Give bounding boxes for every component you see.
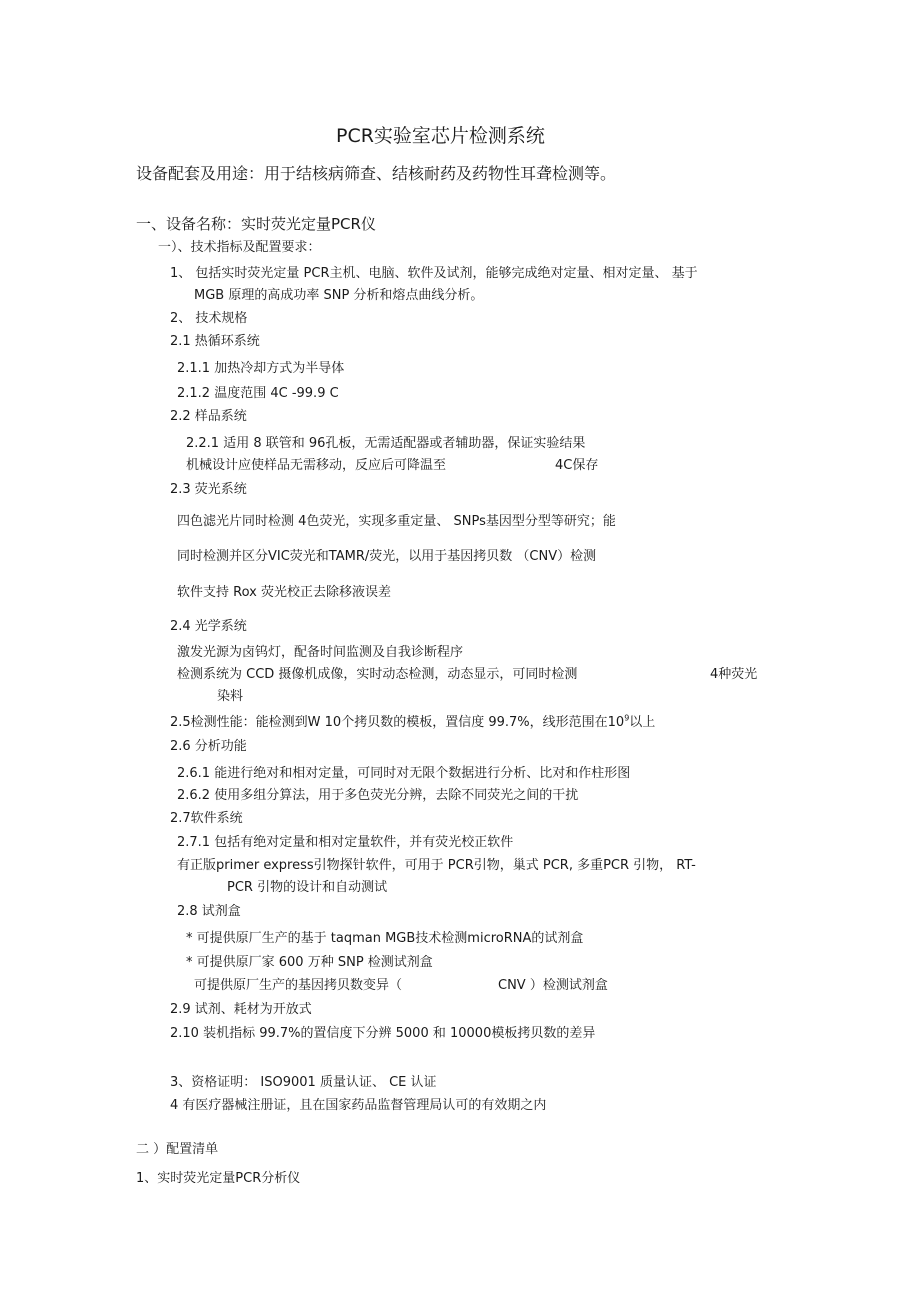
section-2-4-line2-end: 4种荧光 — [710, 667, 758, 682]
item4-registration: 4 有医疗器械注册证，且在国家药品监督管理局认可的有效期之内 — [170, 1098, 547, 1113]
subheading-technical-specs: 一）、技术指标及配置要求： — [158, 240, 321, 255]
subheading-config-list: 二 ）配置清单 — [136, 1142, 219, 1157]
page-subtitle: 设备配套及用途：用于结核病筛查、结核耐药及药物性耳聋检测等。 — [136, 164, 617, 183]
section-2-7-line3: PCR 引物的设计和自动测试 — [227, 880, 388, 895]
section-2-8-line1: * 可提供原厂生产的基于 taqman MGB技术检测microRNA的试剂盒 — [186, 931, 584, 946]
section-2-1-1: 2.1.1 加热冷却方式为半导体 — [177, 361, 345, 376]
section-2-6-1: 2.6.1 能进行绝对和相对定量，可同时对无限个数据进行分析、比对和作柱形图 — [177, 766, 631, 781]
page-title: PCR实验室芯片检测系统 — [336, 125, 545, 147]
section-2-8-line3-end: CNV ）检测试剂盒 — [498, 978, 608, 993]
paragraph-item1-line2: MGB 原理的高成功率 SNP 分析和熔点曲线分析。 — [194, 288, 484, 303]
section-2-8-line2: * 可提供原厂家 600 万种 SNP 检测试剂盒 — [186, 955, 433, 970]
section-2-4-line3: 染料 — [217, 689, 244, 704]
section-2-2-1-cont-end: 4C保存 — [555, 458, 599, 473]
config-list-item-1: 1、实时荧光定量PCR分析仪 — [136, 1171, 301, 1186]
section-2-4-line1: 激发光源为卤钨灯，配备时间监测及自我诊断程序 — [177, 645, 464, 660]
section-2-8-line3: 可提供原厂生产的基因拷贝数变异（ — [194, 978, 403, 993]
section-2-4-line2: 检测系统为 CCD 摄像机成像，实时动态检测，动态显示，可同时检测 — [177, 667, 578, 682]
section-2-6-2: 2.6.2 使用多组分算法，用于多色荧光分辨，去除不同荧光之间的干扰 — [177, 788, 579, 803]
item3-qualification: 3、资格证明： ISO9001 质量认证、 CE 认证 — [170, 1075, 437, 1090]
section-2-7-heading: 2.7软件系统 — [170, 811, 243, 826]
section-2-3-line3: 软件支持 Rox 荧光校正去除移液误差 — [177, 585, 391, 600]
section-2-1-2: 2.1.2 温度范围 4C -99.9 C — [177, 386, 339, 401]
section-2-8-heading: 2.8 试剂盒 — [177, 904, 241, 919]
section-2-10: 2.10 装机指标 99.7%的置信度下分辨 5000 和 10000模板拷贝数的差异 — [170, 1026, 596, 1041]
section-2-7-1: 2.7.1 包括有绝对定量和相对定量软件，并有荧光校正软件 — [177, 835, 514, 850]
paragraph-item1-line1: 1、 包括实时荧光定量 PCR主机、电脑、软件及试剂，能够完成绝对定量、相对定量、 基于 — [170, 266, 698, 281]
item2-heading: 2、 技术规格 — [170, 311, 248, 326]
section-2-2-heading: 2.2 样品系统 — [170, 409, 247, 424]
section-2-5-exponent: 9 — [624, 713, 630, 723]
section-2-7-line2: 有正版primer express引物探针软件，可用于 PCR引物，巢式 PCR, 多重PCR 引物， RT- — [177, 858, 696, 873]
section-2-6-heading: 2.6 分析功能 — [170, 739, 247, 754]
section-2-1-heading: 2.1 热循环系统 — [170, 334, 260, 349]
section-2-9: 2.9 试剂、耗材为开放式 — [170, 1002, 312, 1017]
section-2-4-heading: 2.4 光学系统 — [170, 619, 247, 634]
section-2-3-line2: 同时检测并区分VIC荧光和TAMR/荧光，以用于基因拷贝数 （CNV）检测 — [177, 549, 597, 564]
section-2-2-1-cont: 机械设计应使样品无需移动，反应后可降温至 — [186, 458, 447, 473]
section-2-5 — [170, 715, 655, 731]
section-2-2-1: 2.2.1 适用 8 联管和 96孔板，无需适配器或者辅助器，保证实验结果 — [186, 436, 586, 451]
section-2-3-heading: 2.3 荧光系统 — [170, 482, 247, 497]
section-2-5-text: 2.5检测性能：能检测到W 10个拷贝数的模板，置信度 99.7%，线形范围在10 — [170, 715, 625, 730]
section-heading-equipment: 一、设备名称：实时荧光定量PCR仪 — [136, 215, 376, 233]
section-2-3-line1: 四色滤光片同时检测 4色荧光，实现多重定量、 SNPs基因型分型等研究；能 — [177, 514, 616, 529]
section-2-5-text-end: 以上 — [629, 715, 656, 730]
